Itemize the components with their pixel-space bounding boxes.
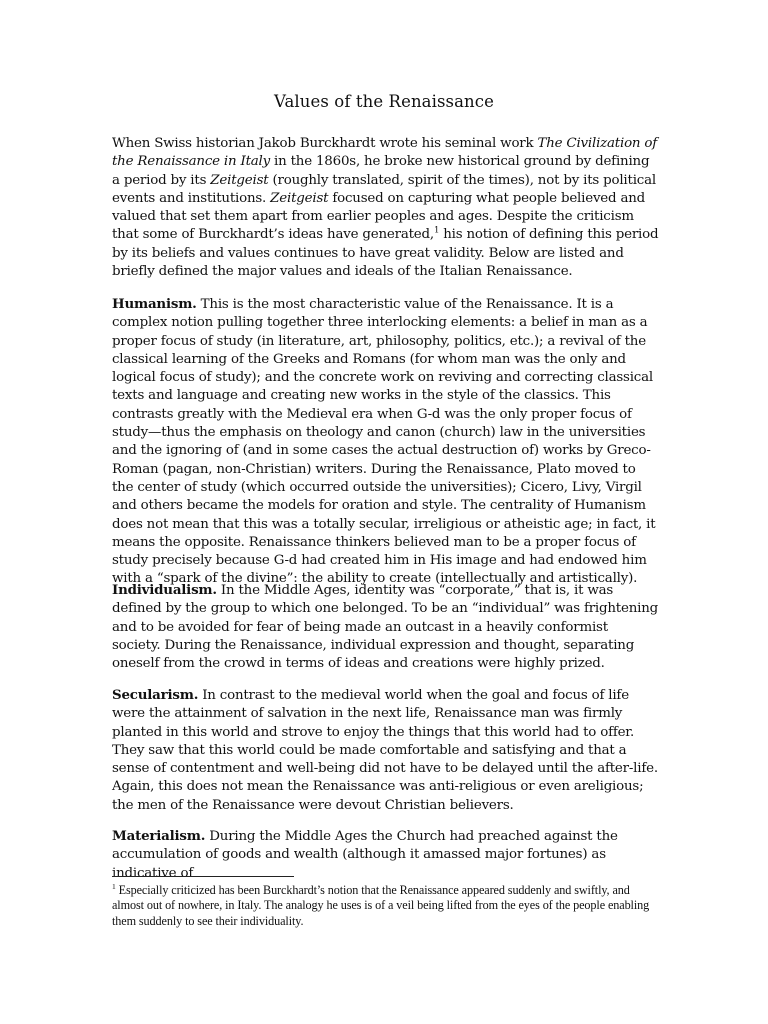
- section-heading-materialism: Materialism.: [112, 828, 206, 844]
- footnote-number: 1: [112, 881, 116, 891]
- intro-paragraph: [112, 135, 660, 281]
- humanism-section: [112, 295, 660, 589]
- footnote-divider: [112, 876, 294, 877]
- section-body-humanism: This is the most characteristic value of the Renaissance. It is a complex notion pulling together three interlocking elements: a belief in man as a proper focus of study (in literature, art, philosophy, politics, etc.); a revival of the classical learning of the Greeks and Romans (for whom man was the only and logical focus of study); and the concrete work on reviving and correcting classical texts and language and creating new works in the style of the classics. This contrasts greatly with the Medieval era when G-d was the only proper focus of study—thus the emphasis on theology and canon (church) law in the universities and the ignoring of (and in some cases the actual destruction of) works by Greco-Roman (pagan, non-Christian) writers. During the Renaissance, Plato moved to the center of study (which occurred outside the universities); Cicero, Livy, Virgil and others became the models for oration and style. The centrality of Humanism does not mean that this was a totally secular, irreligious or atheistic age; in fact, it means the opposite. Renaissance thinkers believed man to be a proper focus of study precisely because G-d had created him in His image and had endowed him with a “spark of the divine”: the ability to create (intellectually and artistically).: [112, 297, 656, 587]
- book-title: The Civilization of the Renaissance in Italy: [112, 136, 658, 170]
- section-body-secularism: In contrast to the medieval world when the goal and focus of life were the attainment of salvation in the next life, Renaissance man was firmly planted in this world and strove to enjoy the things that this world had to offer. They saw that this world could be made comfortable and satisfying and that a sense of contentment and well-being did not have to be delayed until the after-life. Again, this does not mean the Renaissance was anti-religious or even areligious; the men of the Renaissance were devout Christian believers.: [112, 688, 658, 813]
- materialism-section: [112, 827, 660, 883]
- section-body-individualism: In the Middle Ages, identity was “corporate,” that is, it was defined by the group to which one belonged. To be an “individual” was frightening and to be avoided for fear of being made an outcast in a heavily conformist society. During the Renaissance, individual expression and thought, separating oneself from the crowd in terms of ideas and creations were highly prized.: [112, 583, 659, 672]
- intro-text: (roughly translated, spirit of the times), not by its political events and institutions.: [112, 172, 656, 206]
- document-title: Values of the Renaissance: [273, 92, 494, 111]
- section-body-materialism: During the Middle Ages the Church had preached against the accumulation of goods and wealth (although it amassed major fortunes) as indicative of: [112, 829, 618, 881]
- intro-text: his notion of defining this period by its beliefs and values continues to have great validity. Below are listed and briefly defined the major values and ideals of the Italian Renaissance.: [112, 227, 659, 280]
- intro-text: When Swiss historian Jakob Burckhardt wrote his seminal work: [112, 136, 538, 151]
- zeitgeist-term: Zeitgeist: [270, 190, 329, 206]
- secularism-section: [112, 686, 660, 815]
- section-heading-secularism: Secularism.: [112, 687, 199, 703]
- intro-text: in the 1860s, he broke new historical ground by defining a period by its: [112, 154, 650, 188]
- individualism-section: [112, 581, 660, 673]
- footnote: [112, 883, 660, 929]
- footnote-reference[interactable]: 1: [433, 226, 440, 237]
- intro-text: focused on capturing what people believed and valued that set them apart from earlier peoples and ages. Despite the criticism that some of Burckhardt’s ideas have generated,: [112, 190, 646, 243]
- zeitgeist-term: Zeitgeist: [210, 172, 269, 188]
- footnote-text: Especially criticized has been Burckhardt’s notion that the Renaissance appeared suddenly and swiftly, and almost out of nowhere, in Italy. The analogy he uses is of a veil being lifted from the eyes of the people enabling them suddenly to see their individuality.: [112, 883, 650, 928]
- section-heading-individualism: Individualism.: [112, 582, 217, 598]
- section-heading-humanism: Humanism.: [112, 296, 197, 312]
